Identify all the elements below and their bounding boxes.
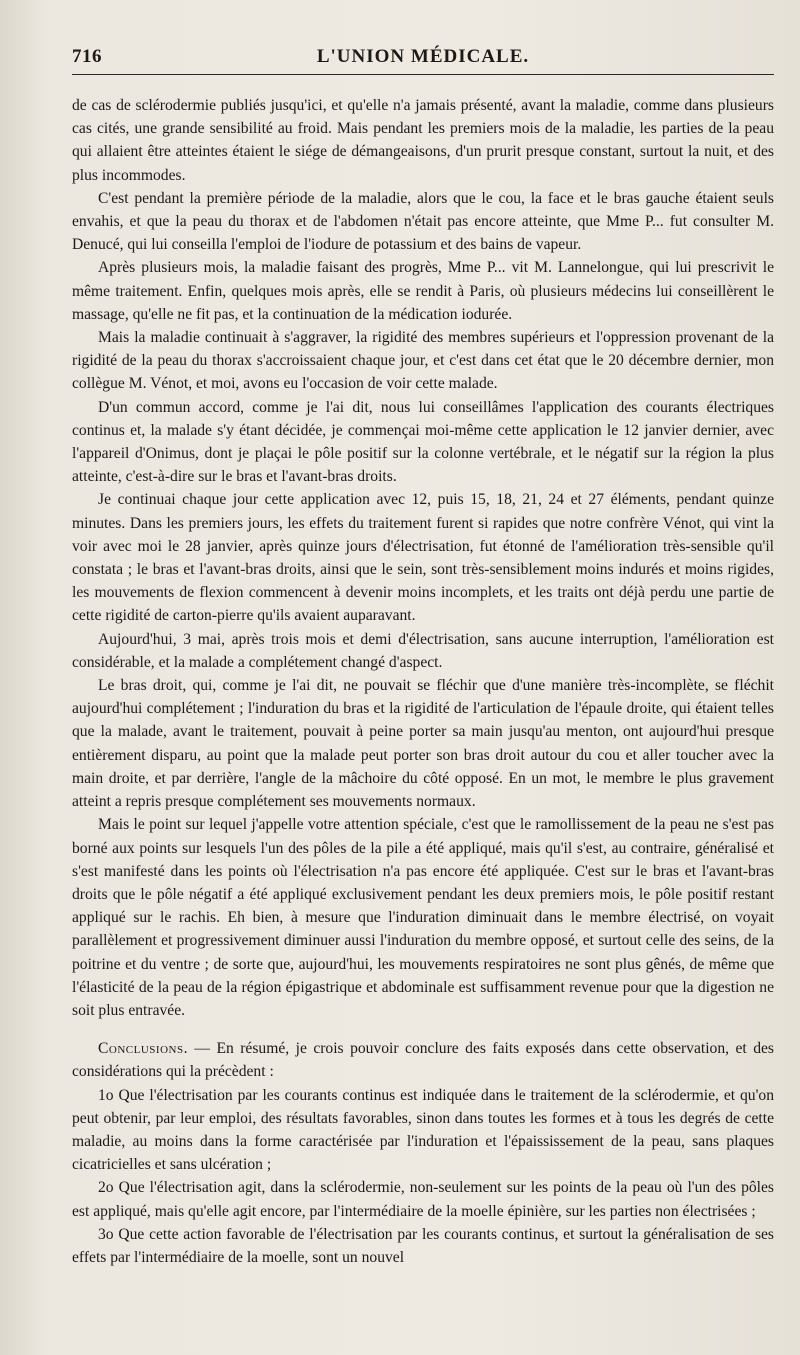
paragraph: Mais le point sur lequel j'appelle votre attention spéciale, c'est que le ramollissement de la peau ne s'est pas borné aux points sur lesquels l'un des pôles de la pile a été appliqué, mais qu'il s'est, au contraire, généralisé et s'est manifesté dans les points où l'électrisation n'a pas encore été appliquée. C'est sur le bras et l'avant-bras droits que le pôle négatif a été appliqué exclusivement pendant les deux premiers mois, le pôle positif restant appliqué sur le rachis. Eh bien, à mesure que l'induration diminuait dans le membre électrisé, on voyait parallèlement et progressivement diminuer aussi l'induration du membre opposé, et surtout celle des seins, de la poitrine et du ventre ; de sorte que, aujourd'hui, les mouvements respiratoires ne sont plus gênés, de même que l'élasticité de la peau de la région épigastrique et abdominale est suffisamment revenue pour que la digestion ne soit plus entravée. — [72, 816, 774, 1019]
paragraph: D'un commun accord, comme je l'ai dit, nous lui conseillâmes l'application des courants électriques continus et, la malade s'y étant décidée, je commençai moi-même cette application le 12 janvier dernier, avec l'appareil d'Onimus, dont je plaçai le pôle positif sur la colonne vertébrale, et le négatif sur la région la plus atteinte, c'est-à-dire sur le bras et l'avant-bras droits. — [72, 398, 774, 486]
paragraph: Je continuai chaque jour cette application avec 12, puis 15, 18, 21, 24 et 27 éléments, pendant quinze minutes. Dans les premiers jours, les effets du traitement furent si rapides que notre confrère Vénot, qui vint la voir avec moi le 28 janvier, après quinze jours d'électrisation, fut étonné de l'amélioration très-sensible qu'il constata ; le bras et l'avant-bras droits, ainsi que le sein, sont très-sensiblement moins indurés et moins rigides, les mouvements de flexion commencent à devenir moins incomplets, et les traits ont déjà perdu une partie de cette rigidité de carton-pierre qu'ils avaient auparavant. — [72, 491, 774, 625]
journal-title: L'UNION MÉDICALE. — [316, 46, 530, 67]
paragraph: C'est pendant la première période de la maladie, alors que le cou, la face et le bras gauche étaient seuls envahis, et que la peau du thorax et de l'abdomen n'était pas encore atteinte, que Mme P... fut consulter M. Denucé, qui lui conseilla l'emploi de l'iodure de potassium et des bains de vapeur. — [72, 189, 774, 254]
paragraph: Mais la maladie continuait à s'aggraver, la rigidité des membres supérieurs et l'oppression provenant de la rigidité de la peau du thorax s'accroissaient chaque jour, et c'est dans cet état que le 20 décembre dernier, mon collègue M. Vénot, et moi, avons eu l'occasion de voir cette malade. — [72, 329, 774, 393]
conclusions-paragraph — [72, 1037, 774, 1083]
paragraph: Aujourd'hui, 3 mai, après trois mois et demi d'électrisation, sans aucune interruption, l'amélioration est considérable, et la malade a complétement changé d'aspect. — [72, 630, 774, 671]
paragraph: de cas de sclérodermie publiés jusqu'ici, et qu'elle n'a jamais présenté, avant la maladie, comme dans plusieurs cas cités, une grande sensibilité au froid. Mais pendant les premiers mois de la maladie, les parties de la peau qui allaient être atteintes étaient le siége de démangeaisons, d'un prurit presque constant, surtout la nuit, et des plus incommodes. — [72, 97, 774, 184]
page-number: 716 — [72, 46, 102, 67]
conclusions-intro: — En résumé, je crois pouvoir conclure des faits exposés dans cette observation, et des considérations qui la précèdent : — [72, 1040, 774, 1081]
page-header — [72, 46, 774, 75]
conclusion-item: 3o Que cette action favorable de l'électrisation par les courants continus, et surtout la généralisation de ses effets par l'intermédiaire de la moelle, sont un nouvel — [72, 1225, 774, 1266]
conclusions-heading: Conclusions. — [98, 1040, 188, 1058]
paragraph: Le bras droit, qui, comme je l'ai dit, ne pouvait se fléchir que d'une manière très-incomplète, se fléchit aujourd'hui complétement ; l'induration du bras et la rigidité de l'articulation de l'épaule droite, qui étaient telles que la malade, avant le traitement, pouvait à peine porter sa main jusqu'au menton, ont aujourd'hui presque entièrement disparu, au point que la malade peut porter son bras droit autour du cou et aller toucher avec la main droite, et par derrière, l'angle de la mâchoire du côté opposé. En un mot, le membre le plus gravement atteint a repris presque complétement ses mouvements normaux. — [72, 677, 774, 811]
paragraph: Après plusieurs mois, la maladie faisant des progrès, Mme P... vit M. Lannelongue, qui lui prescrivit le même traitement. Enfin, quelques mois après, elle se rendit à Paris, où plusieurs médecins lui conseillèrent le massage, qu'elle ne fit pas, et la continuation de la médication iodurée. — [72, 259, 774, 323]
conclusion-item: 1o Que l'électrisation par les courants continus est indiquée dans le traitement de la sclérodermie, et qu'on peut obtenir, par leur emploi, des résultats favorables, sinon dans toutes les formes et à tous les degrés de cette maladie, au moins dans la forme caractérisée par l'induration et l'épaississement de la peau, sans plaques cicatricielles et sans ulcération ; — [72, 1086, 774, 1174]
article-body — [72, 94, 774, 1269]
conclusion-item: 2o Que l'électrisation agit, dans la sclérodermie, non-seulement sur les points de la peau où l'un des pôles est appliqué, mais qu'elle agit encore, par l'intermédiaire de la moelle épinière, sur les parties non électrisées ; — [72, 1179, 774, 1220]
